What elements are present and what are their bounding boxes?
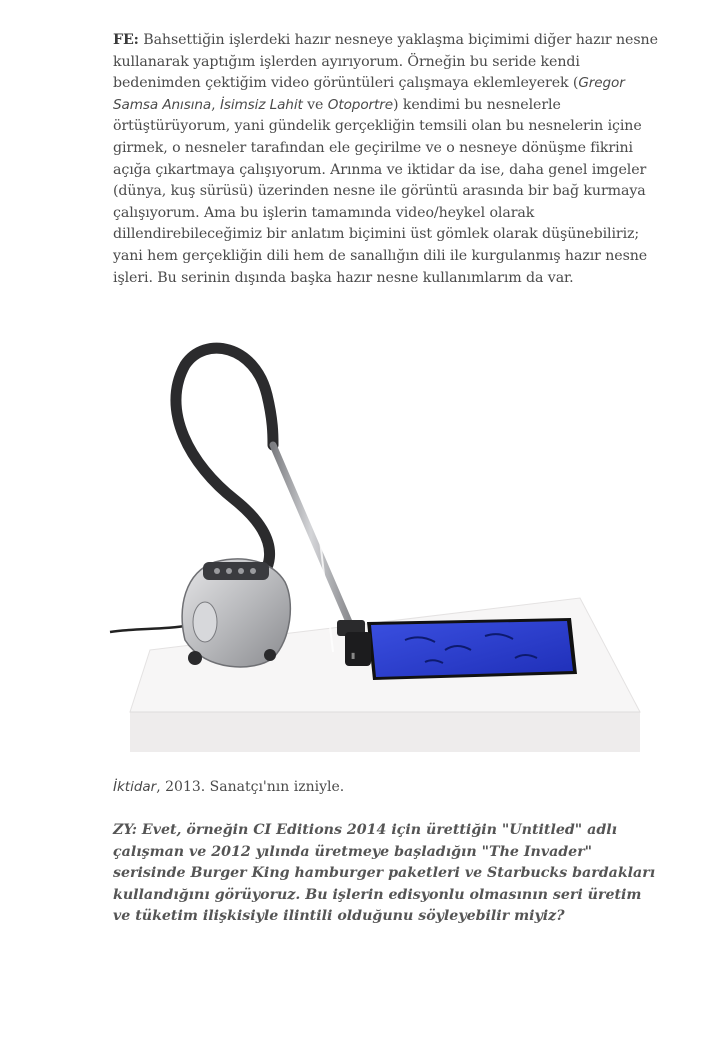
answer-text-2: ) kendimi bu nesnelerle örtüştürüyorum, yani gündelik gerçekliğin temsili olan bu nesnelerin içine girmek, o nesneler tarafından ele geçirilme ve o nesneye dönüşme fikrini açığa çıkartmaya çalışıyorum. Arınma ve iktidar da ise, daha genel imgeler (dünya, kuş sürüsü) üzerinden nesne ile görüntü arasında bir bağ kurmaya çalışıyorum. Ama bu işlerin tamamında video/heykel olarak dillendirebileceğimiz bir anlatım biçimini üst gömlek olarak düşünebiliriz; yani hem gerçekliğin dili hem de sanallığın dili ile kurgulanmış hazır nesne işleri. Bu serinin dışında başka hazır nesne kullanımlarım da var. [113, 96, 648, 286]
work-title-2: İsimsiz Lahit [219, 96, 303, 113]
vacuum-cleaner-body [182, 559, 290, 667]
speaker-label: FE: [113, 32, 139, 48]
answer-text-1: Bahsettiğin işlerdeki hazır nesneye yaklaşma biçimimi diğer hazır nesne kullanarak yaptığım işlerden ayırıyorum. Örneğin bu seride kendi bedenimden çektiğim video görüntüleri çalışmaya eklemleyerek ( [113, 32, 658, 92]
work-title-1: Gregor Samsa Anısına [113, 75, 625, 113]
answer-sep-2: ve [302, 96, 328, 113]
interviewer-question: ZY: Evet, örneğin CI Editions 2014 için ürettiğin "Untitled" adlı çalışman ve 2012 yılında üretmeye başladığın "The Invader" serisinde Burger King hamburger paketleri ve Starbucks bardakları kullandığını görüyoruz. Bu işlerin edisyonlu olmasının seri üretim ve tüketim ilişkisiyle ilintili olduğunu söyleyebilir miyiz? [113, 822, 656, 925]
power-cord [110, 625, 190, 632]
answer-sep-1: , [211, 96, 220, 113]
video-screen [367, 618, 577, 680]
svg-text:▮: ▮ [351, 651, 356, 660]
figure-caption [113, 777, 633, 797]
answer-paragraph [113, 30, 658, 289]
caption-text: , 2013. Sanatçı'nın izniyle. [156, 779, 345, 795]
work-title-3: Otoportre [327, 96, 394, 113]
caption-title: İktidar [113, 779, 157, 795]
artwork-photo [105, 340, 645, 760]
